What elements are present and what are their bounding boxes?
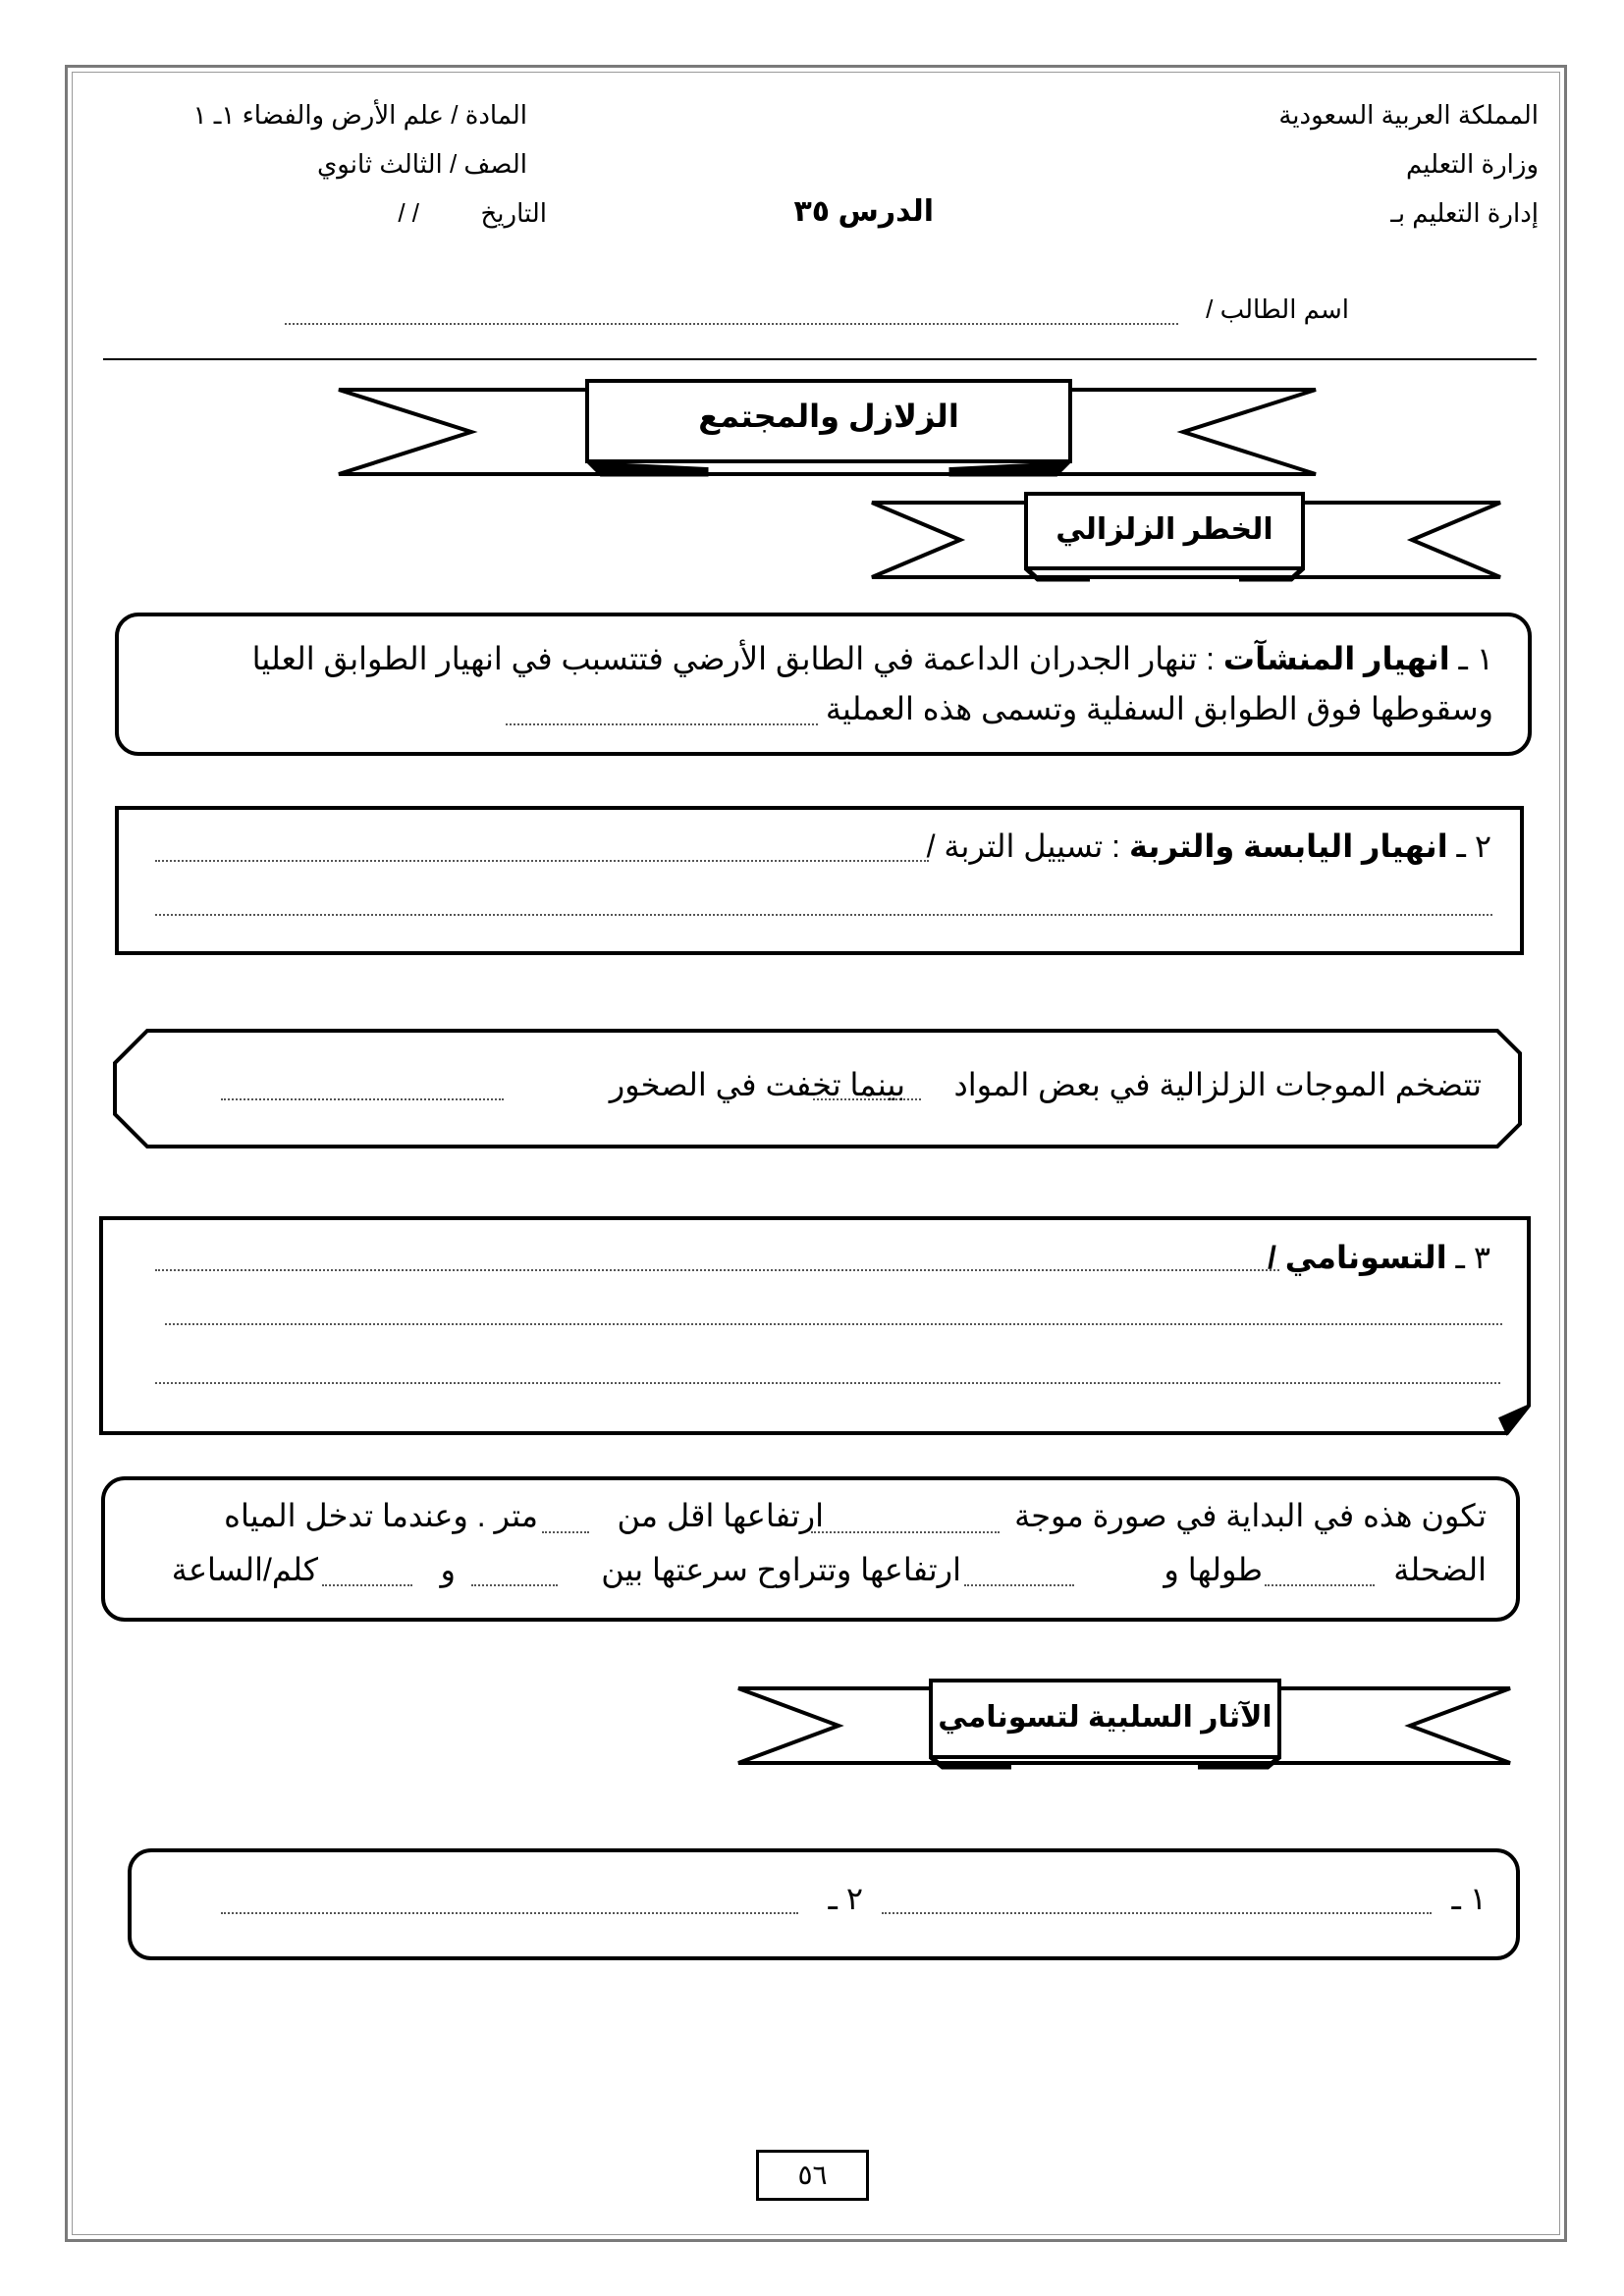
tsunami-heading: التسونامي / [1267, 1240, 1447, 1275]
effect-item-1-number: ١ ـ [1451, 1881, 1487, 1916]
lesson-number: الدرس ٣٥ [793, 195, 934, 228]
tsunami-desc-l2e: كلم/الساعة [171, 1552, 318, 1587]
land-soil-heading: انهيار اليابسة والتربة [1128, 828, 1448, 864]
tsunami-desc-l1c: متر . وعندما تدخل المياه [224, 1498, 538, 1533]
land-soil-line: ٢ ـ انهيار اليابسة والتربة : تسييل التربة / [926, 828, 1491, 864]
effect-item-2-number: ٢ ـ [828, 1881, 863, 1916]
collapse-line-1: ١ ـ انهيار المنشآت : تنهار الجدران الداعمة في الطابق الأرضي فتتسبب في انهيار الطوابق العليا [251, 641, 1493, 676]
waves-text-1: تتضخم الموجات الزلزالية في بعض المواد [953, 1067, 1482, 1102]
collapse-heading: انهيار المنشآت [1222, 641, 1450, 676]
tsunami-effects-title: الآثار السلبية لتسونامي [938, 1701, 1272, 1734]
main-title: الزلازل والمجتمع [698, 399, 959, 434]
effect-item-2-blank[interactable] [221, 1912, 798, 1914]
tsunami-desc-l1b: ارتفاعها اقل من [617, 1498, 824, 1533]
tsunami-desc-l1a: تكون هذه في البداية في صورة موجة [1014, 1498, 1487, 1533]
effects-box [128, 1848, 1520, 1960]
ministry-name: وزارة التعليم [1405, 149, 1539, 179]
waves-text-2: بينما تخفت في الصخور [609, 1067, 905, 1102]
tsunami-desc-l2b: طولها و [1164, 1552, 1263, 1587]
tsunami-desc-l2c: ارتفاعها وتتراوح سرعتها بين [601, 1552, 961, 1587]
date-slashes: / / [398, 198, 419, 228]
tsunami-desc-l2d: و [440, 1552, 456, 1587]
directorate-name: إدارة التعليم بـ [1390, 198, 1539, 228]
page-number: ٥٦ [756, 2150, 869, 2201]
tsunami-desc-l2a: الضحلة [1393, 1552, 1487, 1587]
subject-label: المادة / علم الأرض والفضاء ١ـ ١ [192, 100, 527, 130]
effect-item-1-blank[interactable] [882, 1912, 1432, 1914]
date-label: التاريخ [480, 198, 547, 228]
tsunami-line: ٣ ـ التسونامي / [1267, 1240, 1490, 1275]
seismic-hazard-title: الخطر الزلزالي [1056, 513, 1273, 546]
country-name: المملكة العربية السعودية [1278, 100, 1539, 130]
grade-label: الصف / الثالث ثانوي [316, 149, 527, 179]
student-name-label: اسم الطالب / [1206, 294, 1349, 324]
collapse-line-2: وسقوطها فوق الطوابق السفلية وتسمى هذه العملية [825, 691, 1493, 726]
